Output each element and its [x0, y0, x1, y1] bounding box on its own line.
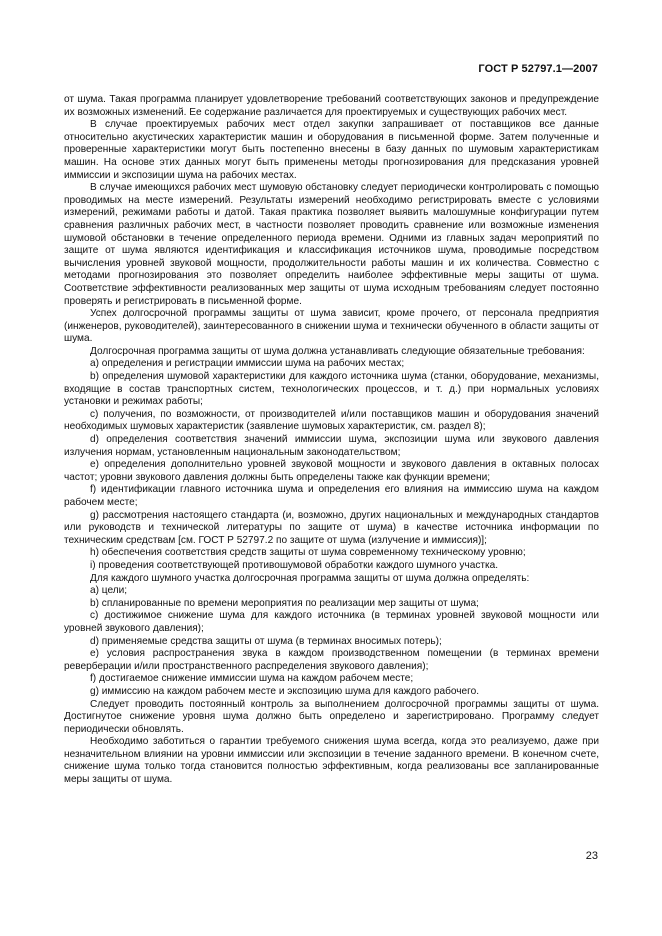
list-item: a) цели; — [90, 585, 128, 597]
list-item: c) достижимое снижение шума для каждого источника (в терминах уровней звуковой мощности или уровней звукового давления); — [64, 610, 599, 634]
paragraph: Необходимо заботиться о гарантии требуемого снижения шума всегда, когда это реализуемо, даже при незначительном влиянии на уровни иммиссии или экспозиции в течение заданного времени. В конечном счете, снижение шума только тогда становится полностью эффективным, когда реализованы все запланированные меры защиты от шума. — [64, 736, 599, 786]
paragraph: Успех долгосрочной программы защиты от шума зависит, кроме прочего, от персонала предприятия (инженеров, руководителей), заинтересованного в снижении шума и технически обученного в области защиты от шума. — [64, 308, 599, 345]
page-number: 23 — [585, 850, 598, 862]
list-item: d) определения соответствия значений иммиссии шума, экспозиции шума или звукового давления излучения нормам, установленным национальным законодательством; — [64, 434, 599, 458]
list-item: d) применяемые средства защиты от шума (в терминах вносимых потерь); — [90, 635, 442, 647]
list-item: g) иммиссию на каждом рабочем месте и экспозицию шума для каждого рабочего. — [90, 685, 479, 697]
paragraph: Долгосрочная программа защиты от шума должна устанавливать следующие обязательные требования: — [90, 345, 585, 357]
list-item: b) спланированные по времени мероприятия по реализации мер защиты от шума; — [90, 597, 479, 609]
list-item: b) определения шумовой характеристики для каждого источника шума (станки, оборудование, механизмы, входящие в состав транспортных систем, технологических процессов, и т. д.) при нормальных условиях установки и режимах работы; — [64, 371, 599, 408]
paragraph: В случае имеющихся рабочих мест шумовую обстановку следует периодически контролировать с помощью проводимых на месте измерений. Результаты измерений необходимо регистрировать вместе с условиями измерений, режимами работы и датой. Такая практика позволяет выявить малошумные конфигурации путем сравнения различных рабочих мест, в частности позволяет проводить сравнение или возможные изменения шумовой обстановки в течение определенного периода времени. Одними из главных задач мероприятий по защите от шума являются идентификация и классификация источников шума, проводимые посредством вычисления уровней звуковой мощности, продолжительности работы машин и их количества. Совместно с методами прогнозирования это позволяет определить наиболее эффективные меры защиты от шума. Соответствие эффективности реализованных мер защиты от шума исходным требованиям следует постоянно проверять и регистрировать в письменной форме. — [64, 182, 599, 307]
list-item: f) достигаемое снижение иммиссии шума на каждом рабочем месте; — [90, 673, 414, 685]
list-item: h) обеспечения соответствия средств защиты от шума современному техническому уровню; — [90, 547, 526, 559]
list-item: i) проведения соответствующей противошумовой обработки каждого шумного участка. — [90, 559, 499, 571]
paragraph: В случае проектируемых рабочих мест отдел закупки запрашивает от поставщиков все данные относительно акустических характеристик машин и оборудования в письменной форме. Затем полученные и проверенные характеристики могут быть постепенно внесены в базу данных по шумовым характеристикам машин. На основе этих данных могут быть применены методы прогнозирования для предсказания уровней иммиссии и экспозиции шума на рабочих местах. — [64, 119, 599, 181]
list-item: a) определения и регистрации иммиссии шума на рабочих местах; — [90, 358, 405, 370]
list-item: f) идентификации главного источника шума и определения его влияния на иммиссию шума на каждом рабочем месте; — [64, 484, 599, 508]
document-id-header: ГОСТ Р 52797.1—2007 — [478, 63, 598, 75]
list-item: g) рассмотрения настоящего стандарта (и, возможно, других национальных и международных стандартов или руководств и технической литературы по защите от шума) в качестве источника информации по техническим средствам [см. ГОСТ Р 52797.2 по защите от шума (излучение и иммиссия)]; — [64, 509, 599, 546]
body-text — [64, 94, 599, 787]
list-item: e) условия распространения звука в каждом производственном помещении (в терминах времени реверберации и/или пространственного распределения звукового давления); — [64, 648, 599, 672]
list-item: e) определения дополнительно уровней звуковой мощности и звукового давления в октавных полосах частот; уровни звукового давления должны быть определены также как функции времени; — [64, 459, 599, 483]
paragraph: Следует проводить постоянный контроль за выполнением долгосрочной программы защиты от шума. Достигнутое снижение уровня шума должно быть определено и зарегистрировано. Программу следует периодически обновлять. — [64, 698, 599, 735]
paragraph: от шума. Такая программа планирует удовлетворение требований соответствующих законов и предупреждение их возможных изменений. Ее содержание различается для проектируемых и существующих рабочих мест. — [64, 94, 599, 118]
paragraph: Для каждого шумного участка долгосрочная программа защиты от шума должна определять: — [90, 572, 530, 584]
list-item: c) получения, по возможности, от производителей и/или поставщиков машин и оборудования значений необходимых шумовых характеристик (заявление шумовых характеристик, см. раздел 8); — [64, 408, 599, 433]
